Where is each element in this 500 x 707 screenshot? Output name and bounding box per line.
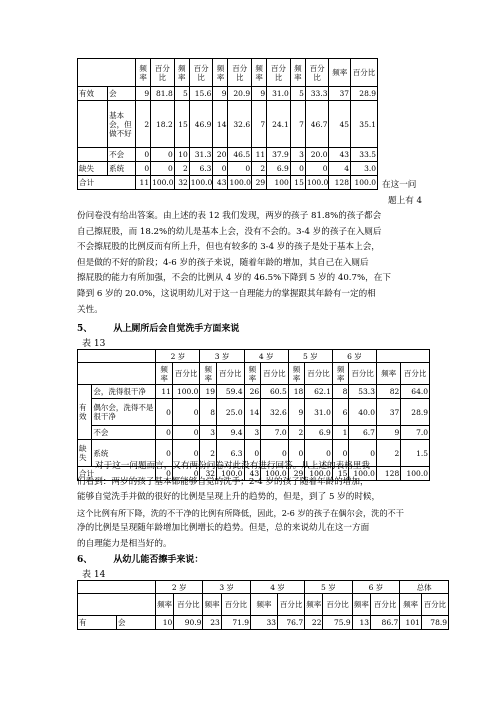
row-label: 偶尔会，洗得不是很干净 [92,399,156,426]
cell: 0 [136,148,151,162]
cell: 43 [329,148,351,162]
col-header: 频率 [244,363,261,385]
table-header-row [78,363,430,385]
table-row [78,399,430,426]
cell: 128 [376,467,400,481]
table-row [78,101,378,148]
row-label: 会 [116,616,155,630]
col-header: 频率 [376,363,400,385]
cell: 100.0 [305,176,329,190]
cell: 60.5 [261,385,289,399]
cell: 76.7 [278,616,305,630]
cell: 24.1 [267,101,291,148]
col-header: 百分比 [151,59,175,87]
cell: 128 [329,176,351,190]
cell: 1.5 [401,440,430,467]
cell: 0 [228,162,252,176]
age-header: 2 岁 [155,581,203,594]
age-header: 6 岁 [332,350,376,363]
col-header: 频率 [332,363,349,385]
cell: 0 [261,440,289,467]
cell: 31.0 [305,399,333,426]
cell: 23 [203,616,221,630]
cell: 0 [172,467,200,481]
cell: 7.0 [401,426,430,440]
cell: 86.7 [371,616,400,630]
cell: 53.3 [349,385,377,399]
cell: 22 [305,616,323,630]
cell: 9 [288,399,305,426]
cell: 9 [376,426,400,440]
age-header: 2 岁 [156,350,200,363]
cell: 9.4 [217,426,245,440]
cell: 14 [213,101,228,148]
cell: 33 [251,616,278,630]
col-header: 百分比 [401,363,430,385]
cell: 82 [376,385,400,399]
cell: 100.0 [305,467,333,481]
cell: 37 [376,399,400,426]
cell: 32.6 [228,101,252,148]
text-line: 关性。 [77,304,103,315]
heading-number: 6、 [77,555,93,565]
cell: 3.0 [350,162,377,176]
cell: 1 [332,426,349,440]
cell: 0 [151,148,175,162]
col-header: 频率 [155,594,173,616]
col-header: 频率 [288,363,305,385]
cell: 10 [174,148,189,162]
cell: 15 [174,101,189,148]
col-header: 频率 [352,594,370,616]
row-group: 有效 [78,87,108,101]
cell: 100.0 [228,176,252,190]
cell: 40.0 [349,399,377,426]
cell: 7 [252,101,267,148]
col-header: 频率 [200,363,217,385]
col-header: 百分比 [278,594,305,616]
text-line: 在这一问 [382,180,417,190]
cell: 78.9 [421,616,448,630]
table-total-row [78,176,378,190]
cell: 8 [200,399,217,426]
cell: 8 [332,385,349,399]
cell: 20.9 [228,87,252,101]
cell: 3 [244,426,261,440]
text-line: 降到 6 岁的 20.0%，这说明幼儿对于这一自理能力的掌握跟其年龄有一定的相 [77,288,376,299]
col-header: 百分比 [323,594,352,616]
cell: 6.9 [267,162,291,176]
cell: 28.9 [350,87,377,101]
paragraph-1-body [77,209,427,318]
text-line: 能够自觉洗手并做的很好的比例是呈现上升的趋势的，但是，到了 5 岁的时候， [77,492,381,503]
cell: 29 [288,467,305,481]
table-header-row [78,59,378,87]
table-row [78,87,378,101]
cell: 18.2 [151,101,175,148]
table-age-header-row [78,350,430,363]
cell: 0 [156,467,173,481]
cell: 2 [174,162,189,176]
text-line: 份问卷没有给出答案。由上述的表 12 我们发现，两岁的孩子 81.8%的孩子都会 [77,211,382,221]
age-header: 6 岁 [352,581,400,594]
cell: 0 [156,440,173,467]
cell: 0 [288,440,305,467]
text-line: 对于这一问题而言，又有两份问卷对此没有进行回答。从上述的表格里我 [95,461,371,471]
cell: 0 [213,162,228,176]
cell: 0 [172,399,200,426]
cell: 18 [288,385,305,399]
cell: 31.3 [189,148,213,162]
col-header: 百分比 [267,59,291,87]
col-header: 百分比 [371,594,400,616]
row-label: 不会 [108,148,136,162]
col-header: 频率 [174,59,189,87]
cell: 15.6 [189,87,213,101]
col-header: 频率 [329,59,351,87]
col-header: 频率 [400,594,422,616]
col-header: 频率 [156,363,173,385]
table-row [78,426,430,440]
cell: 32 [174,176,189,190]
cell: 7.0 [261,426,289,440]
cell: 32.6 [261,399,289,426]
cell: 3 [200,426,217,440]
cell: 100.0 [401,467,430,481]
col-header: 百分比 [349,363,377,385]
table-12 [77,58,378,190]
age-header: 3 岁 [200,350,244,363]
table-13-label: 表 13 [82,339,106,349]
cell: 33.5 [350,148,377,162]
table-header-row [78,594,449,616]
col-header: 百分比 [221,594,250,616]
cell: 14 [244,399,261,426]
cell: 9 [136,87,151,101]
row-label: 会 [108,87,136,101]
cell: 2 [376,440,400,467]
cell: 46.9 [189,101,213,148]
cell: 64.0 [401,385,430,399]
table-14 [77,580,449,630]
age-header: 3 岁 [203,581,251,594]
row-group [78,101,108,148]
row-label: 基本会，但做不好 [108,101,136,148]
cell: 100.0 [172,385,200,399]
age-header: 4 岁 [251,581,305,594]
cell: 20.0 [305,148,329,162]
cell: 100.0 [261,467,289,481]
text-line: 净的比例是呈现随年龄增加比例增长的趋势。但是，总的来说幼儿在这一方面 [77,523,370,534]
cell: 43 [244,467,261,481]
col-header: 百分比 [421,594,448,616]
cell: 37 [329,87,351,101]
text-line: 这个比例有所下降，洗的不干净的比例有所降低，因此，2-6 岁的孩子在偶尔会，洗的不干 [77,507,404,518]
cell: 100.0 [189,176,213,190]
cell: 100.0 [349,467,377,481]
text-line: 但是做的不好的阶段；4-6 岁的孩子来说，随着年龄的增加，其自己在入厕后 [77,257,369,268]
cell: 15 [290,176,305,190]
cell: 20 [213,148,228,162]
cell: 9 [213,87,228,101]
cell: 75.9 [323,616,352,630]
cell: 100 [267,176,291,190]
table-row [78,616,449,630]
paragraph-2 [77,459,427,553]
cell: 11 [136,176,151,190]
cell: 31.0 [267,87,291,101]
age-header: 5 岁 [288,350,332,363]
col-header: 频率 [136,59,151,87]
cell: 0 [156,426,173,440]
cell: 0 [332,440,349,467]
cell: 6 [332,399,349,426]
cell: 25.0 [217,399,245,426]
col-header: 频率 [213,59,228,87]
age-header: 总体 [400,581,449,594]
cell: 90.9 [174,616,203,630]
row-label: 不会 [92,426,156,440]
cell: 0 [305,162,329,176]
cell: 35.1 [350,101,377,148]
cell: 19 [200,385,217,399]
col-header: 百分比 [172,363,200,385]
cell: 62.1 [305,385,333,399]
text-line: 的自理能力是相当好的。 [77,538,172,549]
row-group: 合计 [78,467,156,481]
cell: 5 [290,87,305,101]
cell: 0 [156,399,173,426]
cell: 0 [305,440,333,467]
cell: 3 [290,148,305,162]
cell: 13 [352,616,370,630]
cell: 59.4 [217,385,245,399]
text-line: 自己擦屁股，而 18.2%的幼儿是基本上会，没有不会的。3-4 岁的孩子在入厕后 [77,226,382,237]
row-group: 缺失 [78,440,92,467]
cell: 37.9 [267,148,291,162]
col-header: 百分比 [305,59,329,87]
row-group [78,148,108,162]
col-header: 频率 [305,594,323,616]
cell: 7 [290,101,305,148]
cell: 2 [200,440,217,467]
row-group: 有效 [78,385,92,440]
paragraph-1 [382,178,442,209]
text-line: 擦屁股的能力有所加强，不会的比例从 4 岁的 46.5%下降到 5 岁的 40.7%，在下 [77,273,391,284]
table-14-label: 表 14 [82,570,106,580]
cell: 100.0 [151,176,175,190]
cell: 0 [244,440,261,467]
cell: 0 [136,162,151,176]
cell: 29 [252,176,267,190]
cell: 6.7 [349,426,377,440]
cell: 4 [329,162,351,176]
cell: 45 [329,101,351,148]
cell: 33.3 [305,87,329,101]
cell: 6.3 [217,440,245,467]
cell: 15 [332,467,349,481]
col-header: 百分比 [174,594,203,616]
cell: 0 [172,426,200,440]
cell: 5 [174,87,189,101]
row-label: 系统 [108,162,136,176]
row-label: 会，洗得很干净 [92,385,156,399]
table-age-header-row [78,581,449,594]
table-row [78,148,378,162]
section-heading-6 [77,552,203,565]
cell: 0 [290,162,305,176]
cell: 2 [288,426,305,440]
col-header: 百分比 [228,59,252,87]
section-heading-5 [77,321,239,334]
table-row [78,385,430,399]
cell: 0 [172,440,200,467]
col-header: 百分比 [189,59,213,87]
cell: 11 [156,385,173,399]
age-header: 5 岁 [305,581,353,594]
cell: 81.8 [151,87,175,101]
col-header: 频率 [251,594,278,616]
col-header: 频率 [252,59,267,87]
cell: 46.5 [228,148,252,162]
row-group: 缺失 [78,162,108,176]
text-line: 题上有 4 [388,195,422,206]
cell: 71.9 [221,616,250,630]
col-header: 百分比 [305,363,333,385]
col-header: 百分比 [261,363,289,385]
cell: 100.0 [350,176,377,190]
row-group: 合计 [78,176,136,190]
cell: 0 [151,162,175,176]
cell: 101 [400,616,422,630]
cell: 43 [213,176,228,190]
text-line: 们看到：两岁的孩子基本都能够自觉的洗手；2-4 岁的孩子随着年龄的增加， [77,476,369,487]
cell: 10 [155,616,173,630]
cell: 46.7 [305,101,329,148]
cell: 28.9 [401,399,430,426]
col-header: 百分比 [217,363,245,385]
col-header: 频率 [290,59,305,87]
cell: 0 [349,440,377,467]
cell: 100.0 [217,467,245,481]
heading-number: 5、 [77,324,93,334]
table-row [78,162,378,176]
cell: 6.3 [189,162,213,176]
col-header: 百分比 [350,59,377,87]
heading-text: 从上厕所后会自觉洗手方面来说 [113,324,240,334]
text-line: 不会擦屁股的比例反而有所上升，但也有较多的 3-4 岁的孩子是处于基本上会， [77,242,380,253]
cell: 32 [200,467,217,481]
cell: 26 [244,385,261,399]
cell: 6.9 [305,426,333,440]
cell: 9 [252,87,267,101]
row-label: 系统 [92,440,156,467]
row-group: 有 [78,616,117,630]
cell: 11 [252,148,267,162]
col-header: 频率 [203,594,221,616]
cell: 2 [252,162,267,176]
heading-text: 从幼儿能否擦手来说： [113,555,204,565]
cell: 2 [136,101,151,148]
age-header: 4 岁 [244,350,288,363]
